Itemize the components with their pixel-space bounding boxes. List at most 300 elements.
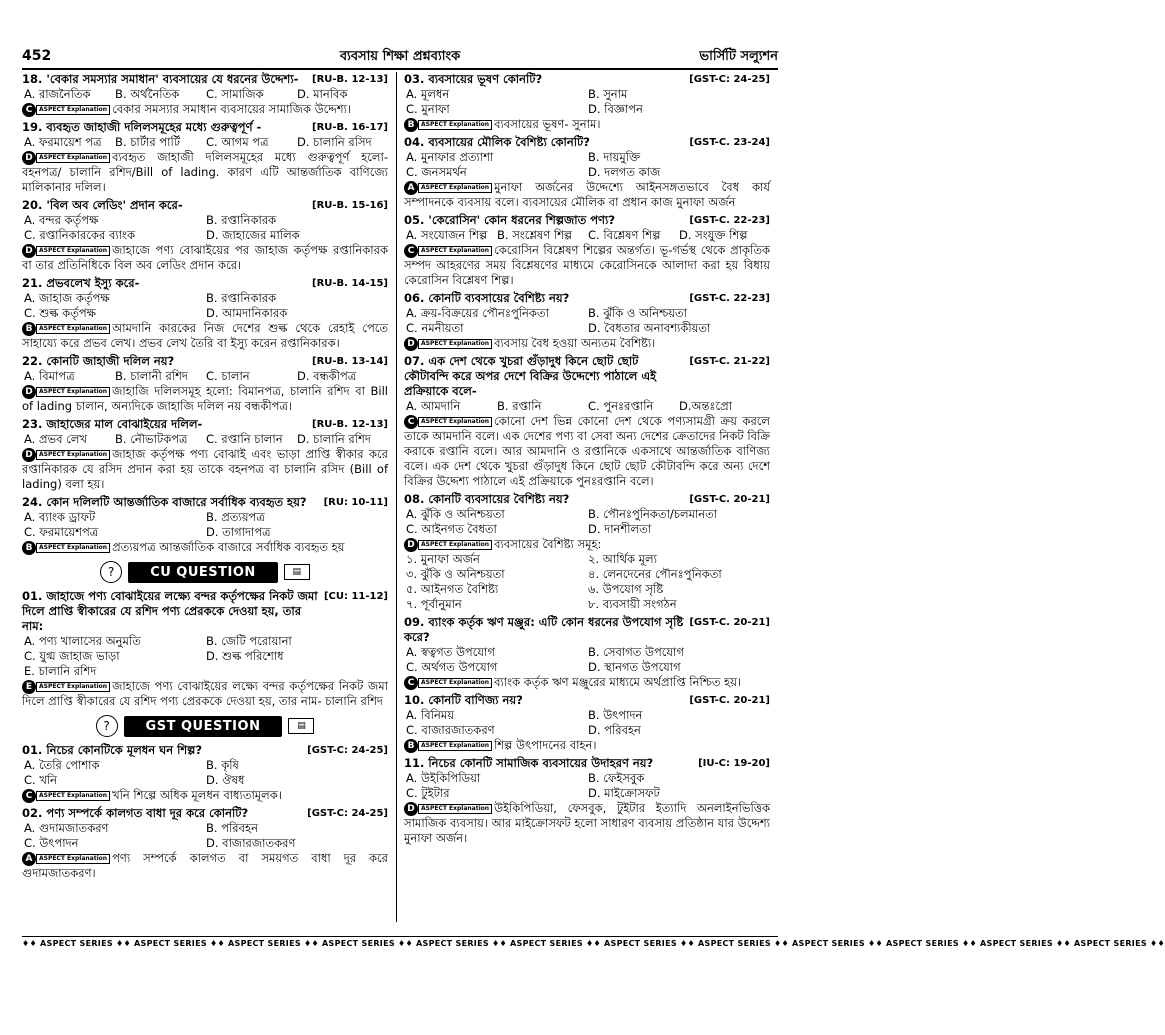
aspect-explanation-badge — [22, 852, 110, 866]
question-source: [RU-B. 15-16] — [312, 200, 388, 211]
answer-letter: C — [404, 676, 418, 690]
question-source: [GST-C. 23-24] — [689, 137, 770, 148]
option-item: B. উৎপাদন — [588, 708, 643, 722]
option-item: C. মুনাফা — [406, 102, 450, 116]
feature-item: ৭. পূর্বানুমান — [406, 597, 462, 611]
answer-letter: D — [404, 802, 418, 816]
option-item: E. চালানি রশিদ — [24, 664, 97, 678]
question-text: 'বেকার সমস্যার সমাধান' ব্যবসায়ের যে ধরনের উদ্দেশ্য- — [46, 72, 299, 86]
option-item: B. সেবাগত উপযোগ — [588, 645, 684, 659]
aspect-explanation-badge — [404, 676, 492, 690]
series-footer: ♦♦ ASPECT SERIES ♦♦ ASPECT SERIES ♦♦ ASPECT SERIES ♦♦ ASPECT SERIES ♦♦ ASPECT SERIES ♦♦ ASPECT SERIES ♦♦ ASPECT SERIES ♦♦ ASPECT SERIES ♦♦ ASPECT SERIES ♦♦ ASPECT SERIES ♦♦ ASPECT SERIES ♦♦ ASPECT SERIES ♦♦ — [22, 936, 778, 951]
options-grid — [22, 369, 388, 384]
question-number: 05. — [404, 213, 425, 227]
options-grid — [404, 645, 770, 675]
badge-label: ASPECT Explanation — [418, 183, 492, 193]
option-item: B. চার্টার পার্টি — [115, 135, 181, 149]
question-number: 21. — [22, 276, 43, 290]
options-grid — [404, 228, 770, 243]
question-header — [22, 589, 388, 634]
cu-section-title: CU QUESTION — [128, 562, 278, 583]
answer-letter: C — [404, 244, 418, 258]
cu-question-list — [22, 589, 388, 709]
aspect-explanation-badge — [22, 103, 110, 117]
option-item: B. ফেইসবুক — [588, 771, 645, 785]
question-text: কোনটি ব্যবসায়ের বৈশিষ্ট্য নয়? — [428, 492, 570, 506]
question-text-wrap — [22, 354, 312, 369]
question-header — [404, 756, 770, 771]
option-item: C. রপ্তানিকারকের ব্যাংক — [24, 228, 136, 242]
option-item: A. ঝুঁকি ও অনিশ্চয়তা — [406, 507, 505, 521]
question-source: [GST-C. 20-21] — [689, 494, 770, 505]
aspect-explanation-badge — [22, 541, 110, 555]
question-source: [CU: 11-12] — [323, 591, 388, 602]
option-item: C. উৎপাদন — [24, 836, 79, 850]
option-item: B. পৌনঃপুনিকতা/চলমানতা — [588, 507, 718, 521]
aspect-explanation-badge — [404, 415, 492, 429]
options-grid — [22, 634, 388, 679]
option-item: B. অর্থনৈতিক — [115, 87, 180, 101]
question-text: প্রভবলেখ ইস্যু করে- — [46, 276, 140, 290]
option-item: C. বাজারজাতকরণ — [406, 723, 495, 737]
question-header — [22, 72, 388, 87]
cu-section-header — [22, 561, 388, 583]
answer-letter: D — [404, 538, 418, 552]
question-text: জাহাজের মাল বোঝাইয়ের দলিল- — [46, 417, 203, 431]
option-item: A. মুনাফার প্রত্যাশা — [406, 150, 494, 164]
publisher-name: ভার্সিটি সল্যুশন — [699, 49, 778, 64]
explanation — [22, 851, 388, 881]
answer-letter: C — [22, 103, 36, 117]
aspect-explanation-badge — [404, 118, 492, 132]
question-source: [GST-C: 24-25] — [689, 74, 770, 85]
question-text-wrap — [22, 72, 312, 87]
question-number: 02. — [22, 806, 43, 820]
question-text-wrap — [404, 354, 689, 399]
aspect-explanation-badge — [404, 181, 492, 195]
explanation — [404, 414, 770, 489]
option-item: B. নৌভাটকপত্র — [115, 432, 188, 446]
question-number: 09. — [404, 615, 425, 629]
option-item: C. নমনীয়তা — [406, 321, 464, 335]
question-header — [404, 693, 770, 708]
badge-label: ASPECT Explanation — [36, 543, 110, 553]
question-text-wrap — [22, 276, 312, 291]
option-item: A. তৈরি পোশাক — [24, 758, 100, 772]
question-text: কোনটি ব্যবসায়ের বৈশিষ্ট্য নয়? — [428, 291, 570, 305]
feature-item: ২. আর্থিক মূল্য — [588, 552, 657, 566]
badge-label: ASPECT Explanation — [418, 417, 492, 427]
question-block — [22, 72, 388, 117]
option-item: A. পণ্য খালাসের অনুমতি — [24, 634, 141, 648]
question-header — [404, 72, 770, 87]
question-header — [22, 354, 388, 369]
option-item: B. চালানী রশিদ — [115, 369, 188, 383]
question-header — [22, 276, 388, 291]
options-grid — [22, 510, 388, 540]
option-item: A. ক্রয়-বিক্রয়ের পৌনঃপুনিকতা — [406, 306, 549, 320]
options-grid — [22, 135, 388, 150]
question-text-wrap — [22, 198, 312, 213]
badge-label: ASPECT Explanation — [36, 450, 110, 460]
answer-letter: D — [404, 337, 418, 351]
explanation-text: খনি শিল্পে অধিক মূলধন বাধ্যতামূলক। — [112, 788, 282, 802]
question-block — [404, 291, 770, 351]
answer-letter: B — [22, 322, 36, 336]
options-grid — [404, 150, 770, 180]
option-item: D. বিজ্ঞাপন — [588, 102, 643, 116]
option-item: C. সামাজিক — [206, 87, 264, 101]
answer-letter: D — [22, 151, 36, 165]
aspect-explanation-badge — [404, 244, 492, 258]
explanation — [22, 321, 388, 351]
feature-item: ৬. উপযোগ সৃষ্টি — [588, 582, 664, 596]
badge-label: ASPECT Explanation — [418, 339, 492, 349]
question-text-wrap — [404, 756, 698, 771]
option-item: B. ঝুঁকি ও অনিশ্চয়তা — [588, 306, 687, 320]
feature-item: ৩. ঝুঁকি ও অনিশ্চয়তা — [406, 567, 505, 581]
option-item: D. দানশীলতা — [588, 522, 652, 536]
question-text-wrap — [404, 492, 689, 507]
options-grid — [404, 507, 770, 537]
question-text: কোনটি জাহাজী দলিল নয়? — [46, 354, 175, 368]
explanation — [22, 540, 388, 555]
option-item: C. রপ্তানি চালান — [206, 432, 283, 446]
question-text-wrap — [22, 589, 324, 634]
question-number: 18. — [22, 72, 43, 86]
explanation-text: ব্যবসায়ের বৈশিষ্ট্য সমূহ: — [494, 537, 602, 551]
right-question-list — [404, 72, 770, 846]
badge-label: ASPECT Explanation — [418, 741, 492, 751]
question-text-wrap — [22, 495, 324, 510]
question-block — [22, 495, 388, 555]
question-bulb-icon: ? — [96, 715, 118, 737]
explanation — [404, 336, 770, 351]
question-block — [22, 806, 388, 881]
question-number: 04. — [404, 135, 425, 149]
aspect-explanation-badge — [404, 538, 492, 552]
question-source: [GST-C. 22-23] — [689, 215, 770, 226]
explanation-text: ব্যবসায় বৈধ হওয়া অন্যতম বৈশিষ্ট্য। — [494, 336, 656, 350]
badge-label: ASPECT Explanation — [418, 804, 492, 814]
option-item: D.অন্তঃপ্রো — [679, 399, 733, 413]
badge-label: ASPECT Explanation — [36, 682, 110, 692]
explanation — [404, 738, 770, 753]
options-grid — [22, 758, 388, 788]
explanation-text: ব্যাংক কর্তৃক ঋণ মঞ্জুরের মাধ্যমে অর্থপ্রাপ্তি নিশ্চিত হয়। — [494, 675, 742, 689]
question-number: 03. — [404, 72, 425, 86]
gst-question-list — [22, 743, 388, 881]
answer-letter: D — [22, 448, 36, 462]
question-number: 22. — [22, 354, 43, 368]
option-item: D. ঔষধ — [206, 773, 245, 787]
question-number: 11. — [404, 756, 425, 770]
option-item: C. আইনগত বৈধতা — [406, 522, 497, 536]
question-text: 'কেরোসিন' কোন ধরনের শিল্পজাত পণ্য? — [428, 213, 616, 227]
question-text-wrap — [22, 743, 307, 758]
explanation — [22, 447, 388, 492]
question-number: 10. — [404, 693, 425, 707]
feature-item: ১. মুনাফা অর্জন — [406, 552, 480, 566]
feature-list — [404, 552, 770, 612]
option-item: D. বৈধতার অনাবশ্যকীয়তা — [588, 321, 711, 335]
options-grid — [22, 291, 388, 321]
badge-label: ASPECT Explanation — [36, 791, 110, 801]
question-text: ব্যবহৃত জাহাজী দলিলসমূহের মধ্যে গুরুত্বপূর্ণ - — [46, 120, 262, 134]
explanation-text: উইকিপিডিয়া, ফেসবুক, টুইটার ইত্যাদি অনলাইনভিত্তিক সামাজিক ব্যবসায়। আর মাইক্রোসফট হলো সাধারণ ব্যবসায় প্রতিষ্ঠান যার উদ্দেশ্য মুনাফা অর্জন। — [404, 801, 770, 845]
option-item: B. রপ্তানি — [497, 399, 542, 413]
question-header — [404, 492, 770, 507]
right-column — [404, 72, 770, 923]
option-item: A. মূলধন — [406, 87, 450, 101]
answer-letter: B — [404, 118, 418, 132]
question-text-wrap — [404, 135, 689, 150]
aspect-explanation-badge — [22, 789, 110, 803]
question-block — [22, 417, 388, 492]
badge-label: ASPECT Explanation — [418, 120, 492, 130]
aspect-explanation-badge — [22, 322, 110, 336]
option-item: B. সংশ্লেষণ শিল্প — [497, 228, 573, 242]
question-block — [22, 743, 388, 803]
badge-label: ASPECT Explanation — [36, 105, 110, 115]
question-text: নিচের কোনটিকে মূলধন ঘন শিল্প? — [46, 743, 203, 757]
feature-item: ৫. আইনগত বৈশিষ্ট্য — [406, 582, 499, 596]
question-number: 01. — [22, 743, 43, 757]
question-source: [RU-B. 16-17] — [312, 122, 388, 133]
option-item: B. রপ্তানিকারক — [206, 291, 277, 305]
explanation-text: কোনো দেশ ভিন্ন কোনো দেশ থেকে পণ্যসামগ্রী ক্রয় করলে তাকে আমদানি বলে। এক দেশের পণ্য বা সেবা অন্য দেশের ক্রেতাদের নিকট বিক্রি করাকে রপ্তানি বলে। আর আমদানি ও রপ্তানিকে একসাথে আন্তর্জাতিক বাণিজ্য বলে। এক দেশ থেকে খুচরা গুঁড়াদুধ কিনে ছোট ছোট কৌটাবন্দি করে অন্য দেশে বিক্রির উদ্দেশ্য পাঠালে এই প্রক্রিয়াকে পুনঃরপ্তানি বলে। — [404, 414, 770, 488]
question-text: ব্যবসায়ের ভূষণ কোনটি? — [428, 72, 543, 86]
question-header — [22, 417, 388, 432]
option-item: C. ফরমায়েশপত্র — [24, 525, 99, 539]
explanation — [404, 180, 770, 210]
question-header — [22, 806, 388, 821]
option-item: D. স্থানগত উপযোগ — [588, 660, 681, 674]
options-grid — [404, 306, 770, 336]
option-item: A. সংযোজন শিল্প — [406, 228, 488, 242]
option-item: D. পরিবহন — [588, 723, 641, 737]
question-block — [404, 135, 770, 210]
question-text: ব্যবসায়ের মৌলিক বৈশিষ্ট্য কোনটি? — [428, 135, 590, 149]
question-source: [GST-C. 22-23] — [689, 293, 770, 304]
explanation-text: বেকার সমস্যার সমাধান ব্যবসায়ের সামাজিক উদ্দেশ্য। — [112, 102, 352, 116]
question-number: 24. — [22, 495, 43, 509]
question-number: 06. — [404, 291, 425, 305]
badge-label: ASPECT Explanation — [36, 324, 110, 334]
question-text-wrap — [404, 72, 689, 87]
option-item: B. রপ্তানিকারক — [206, 213, 277, 227]
option-item: C. চালান — [206, 369, 250, 383]
badge-label: ASPECT Explanation — [418, 540, 492, 550]
aspect-explanation-badge — [22, 151, 110, 165]
option-item: C. খনি — [24, 773, 58, 787]
question-header — [404, 135, 770, 150]
question-source: [GST-C: 24-25] — [307, 808, 388, 819]
option-item: A. ব্যাংক ড্রাফট — [24, 510, 96, 524]
aspect-explanation-badge — [22, 680, 110, 694]
option-item: A. স্বত্বগত উপযোগ — [406, 645, 495, 659]
question-block — [404, 756, 770, 846]
option-item: C. যুগ্ম জাহাজ ভাড়া — [24, 649, 120, 663]
question-header — [22, 120, 388, 135]
option-item: D. সংযুক্ত শিল্প — [679, 228, 748, 242]
option-item: D. আমদানিকারক — [206, 306, 288, 320]
question-text: কোনটি বাণিজ্য নয়? — [428, 693, 523, 707]
option-item: A. উইকিপিডিয়া — [406, 771, 481, 785]
answer-letter: E — [22, 680, 36, 694]
badge-label: ASPECT Explanation — [418, 678, 492, 688]
question-source: [RU-B. 13-14] — [312, 356, 388, 367]
question-header — [22, 743, 388, 758]
answer-letter: C — [22, 789, 36, 803]
option-item: D. বন্ধকীপত্র — [297, 369, 357, 383]
question-bulb-icon: ? — [100, 561, 122, 583]
question-text: 'বিল অব লেডিং' প্রদান করে- — [46, 198, 183, 212]
explanation-text: পণ্য সম্পর্কে কালগত বা সময়গত বাধা দূর করে গুদামজাতকরণ। — [22, 851, 388, 880]
feature-item: ৮. ব্যবসায়ী সংগঠন — [588, 597, 677, 611]
book-icon: ▤ — [288, 718, 314, 734]
explanation-text: শিল্প উৎপাদনের বাহন। — [494, 738, 597, 752]
options-grid — [404, 708, 770, 738]
badge-label: ASPECT Explanation — [36, 246, 110, 256]
explanation-text: জাহাজে পণ্য বোঝাইয়ের লক্ষ্যে বন্দর কর্তৃপক্ষের নিকট জমা দিলে প্রাপ্তি স্বীকারের যে রশিদ পণ্য প্রেরককে দেওয়া হয়, তার নাম- চালানি রশিদ — [22, 679, 388, 708]
explanation-text: কেরোসিন বিশ্লেষণ শিল্পের অন্তর্গত। ভূ-গর্ভস্থ থেকে প্রাকৃতিক সম্পদ আহরণের সময় বিশ্লেষণের মাধ্যমে কেরোসিনকে আলাদা করা হয় বিধায় কেরোসিন বিশ্লেষণ শিল্প। — [404, 243, 770, 287]
question-header — [404, 291, 770, 306]
explanation — [404, 537, 770, 552]
option-item: A. বিনিময় — [406, 708, 454, 722]
answer-letter: C — [404, 415, 418, 429]
option-item: D. শুল্ক পরিশোধ — [206, 649, 284, 663]
question-source: [GST-C. 21-22] — [689, 356, 770, 367]
option-item: D. চালানি রশিদ — [297, 432, 371, 446]
question-number: 07. — [404, 354, 425, 368]
question-text-wrap — [22, 120, 312, 135]
explanation-text: মুনাফা অর্জনের উদ্দেশ্যে আইনসঙ্গতভাবে বৈধ কার্য সম্পাদনকে ব্যবসায় বলে। ব্যবসায়ের মৌলিক বা প্রধান কাজ মুনাফা অর্জন — [404, 180, 770, 209]
answer-letter: D — [22, 385, 36, 399]
options-grid — [22, 87, 388, 102]
aspect-explanation-badge — [404, 739, 492, 753]
option-item: D. চালানি রসিদ — [297, 135, 372, 149]
explanation-text: জাহাজ কর্তৃপক্ষ পণ্য বোঝাই এবং ভাড়া প্রাপ্তি স্বীকার করে রপ্তানিকারক যে রসিদ প্রদান করা হয় তাকে বহনপত্র বা চালানি রসিদ (Bill of lading) বলা হয়। — [22, 447, 388, 491]
option-item: B. দায়মুক্তি — [588, 150, 641, 164]
question-source: [GST-C. 20-21] — [689, 695, 770, 706]
explanation — [22, 243, 388, 273]
option-item: D. দলগত কাজ — [588, 165, 661, 179]
question-block — [22, 198, 388, 273]
left-column — [22, 72, 388, 923]
question-source: [GST-C: 24-25] — [307, 745, 388, 756]
option-item: A. রাজনৈতিক — [24, 87, 91, 101]
question-block — [22, 276, 388, 351]
option-item: D. বাজারজাতকরণ — [206, 836, 296, 850]
option-item: A. প্রভব লেখ — [24, 432, 87, 446]
gst-section-title: GST QUESTION — [124, 716, 283, 737]
option-item: C. পুনঃরপ্তানি — [588, 399, 654, 413]
option-item: C. আগম পত্র — [206, 135, 269, 149]
option-item: B. সুনাম — [588, 87, 628, 101]
question-source: [RU-B. 12-13] — [312, 74, 388, 85]
explanation — [404, 675, 770, 690]
question-text: কোন দলিলটি আন্তর্জাতিক বাজারে সর্বাধিক ব্যবহৃত হয়? — [46, 495, 307, 509]
question-block — [22, 354, 388, 414]
column-divider — [396, 72, 397, 922]
option-item: A. আমদানি — [406, 399, 461, 413]
option-item: D. তাগাদাপত্র — [206, 525, 271, 539]
gst-section-header — [22, 715, 388, 737]
question-header — [22, 198, 388, 213]
option-item: C. বিশ্লেষণ শিল্প — [588, 228, 661, 242]
options-grid — [404, 399, 770, 414]
explanation — [22, 788, 388, 803]
explanation — [22, 384, 388, 414]
question-text-wrap — [404, 213, 689, 228]
option-item: A. বিমাপত্র — [24, 369, 75, 383]
option-item: A. জাহাজ কর্তৃপক্ষ — [24, 291, 110, 305]
option-item: C. অর্থগত উপযোগ — [406, 660, 498, 674]
explanation-text: ব্যবসায়ের ভূষণ- সুনাম। — [494, 117, 601, 131]
question-text-wrap — [404, 615, 689, 645]
option-item: D. জাহাজের মালিক — [206, 228, 300, 242]
options-grid — [22, 213, 388, 243]
badge-label: ASPECT Explanation — [418, 246, 492, 256]
page-header — [22, 44, 778, 70]
option-item: B. পরিবহন — [206, 821, 258, 835]
question-number: 23. — [22, 417, 43, 431]
question-text-wrap — [22, 417, 312, 432]
explanation-text: জাহাজি দলিলসমূহ হলো: বিমানপত্র, চালানি রশিদ বা Bill of lading চালান, অন্যদিকে জাহাজি দলিল নয় বন্ধকীপত্র। — [22, 384, 388, 413]
question-text: ব্যাংক কর্তৃক ঋণ মঞ্জুর: এটি কোন ধরনের উপযোগ সৃষ্টি করে? — [404, 615, 684, 644]
explanation-text: জাহাজে পণ্য বোঝাইয়ের পর জাহাজ কর্তৃপক্ষ রপ্তানিকারক বা তার প্রতিনিধিকে বিল অব লেডিং প্রদান করে। — [22, 243, 388, 272]
explanation — [22, 150, 388, 195]
question-block — [404, 72, 770, 132]
question-header — [22, 495, 388, 510]
question-source: [RU: 10-11] — [323, 497, 388, 508]
option-item: C. জনসমর্থন — [406, 165, 467, 179]
question-block — [404, 213, 770, 288]
badge-label: ASPECT Explanation — [36, 854, 110, 864]
aspect-explanation-badge — [404, 802, 492, 816]
option-item: B. প্রত্যয়পত্র — [206, 510, 265, 524]
explanation — [404, 801, 770, 846]
question-source: [RU-B. 12-13] — [312, 419, 388, 430]
badge-label: ASPECT Explanation — [36, 153, 110, 163]
question-header — [404, 354, 770, 399]
explanation — [404, 117, 770, 132]
answer-letter: A — [404, 181, 418, 195]
question-text-wrap — [404, 693, 689, 708]
question-block — [404, 615, 770, 690]
question-block — [404, 693, 770, 753]
question-source: [GST-C. 20-21] — [689, 617, 770, 628]
question-text-wrap — [404, 291, 689, 306]
question-number: 08. — [404, 492, 425, 506]
aspect-explanation-badge — [22, 385, 110, 399]
answer-letter: A — [22, 852, 36, 866]
question-block — [404, 354, 770, 489]
question-header — [404, 213, 770, 228]
aspect-explanation-badge — [22, 448, 110, 462]
answer-letter: B — [22, 541, 36, 555]
answer-letter: D — [22, 244, 36, 258]
book-icon: ▤ — [284, 564, 310, 580]
question-text: এক দেশ থেকে খুচরা গুঁড়াদুধ কিনে ছোট ছোট কৌটাবন্দি করে অপর দেশে বিক্রির উদ্দেশ্যে পাঠালে এই প্রক্রিয়াকে বলে- — [404, 354, 657, 398]
option-item: C. টুইটার — [406, 786, 450, 800]
question-text: জাহাজে পণ্য বোঝাইয়ের লক্ষ্যে বন্দর কর্তৃপক্ষের নিকট জমা দিলে প্রাপ্তি স্বীকারের যে রশিদ পণ্য প্রেরককে দেওয়া হয়, তার নাম: — [22, 589, 318, 633]
option-item: D. মানবিক — [297, 87, 348, 101]
explanation-text: প্রত্যয়পত্র আন্তর্জাতিক বাজারে সর্বাধিক ব্যবহৃত হয় — [112, 540, 345, 554]
question-source: [IU-C: 19-20] — [698, 758, 770, 769]
options-grid — [22, 821, 388, 851]
